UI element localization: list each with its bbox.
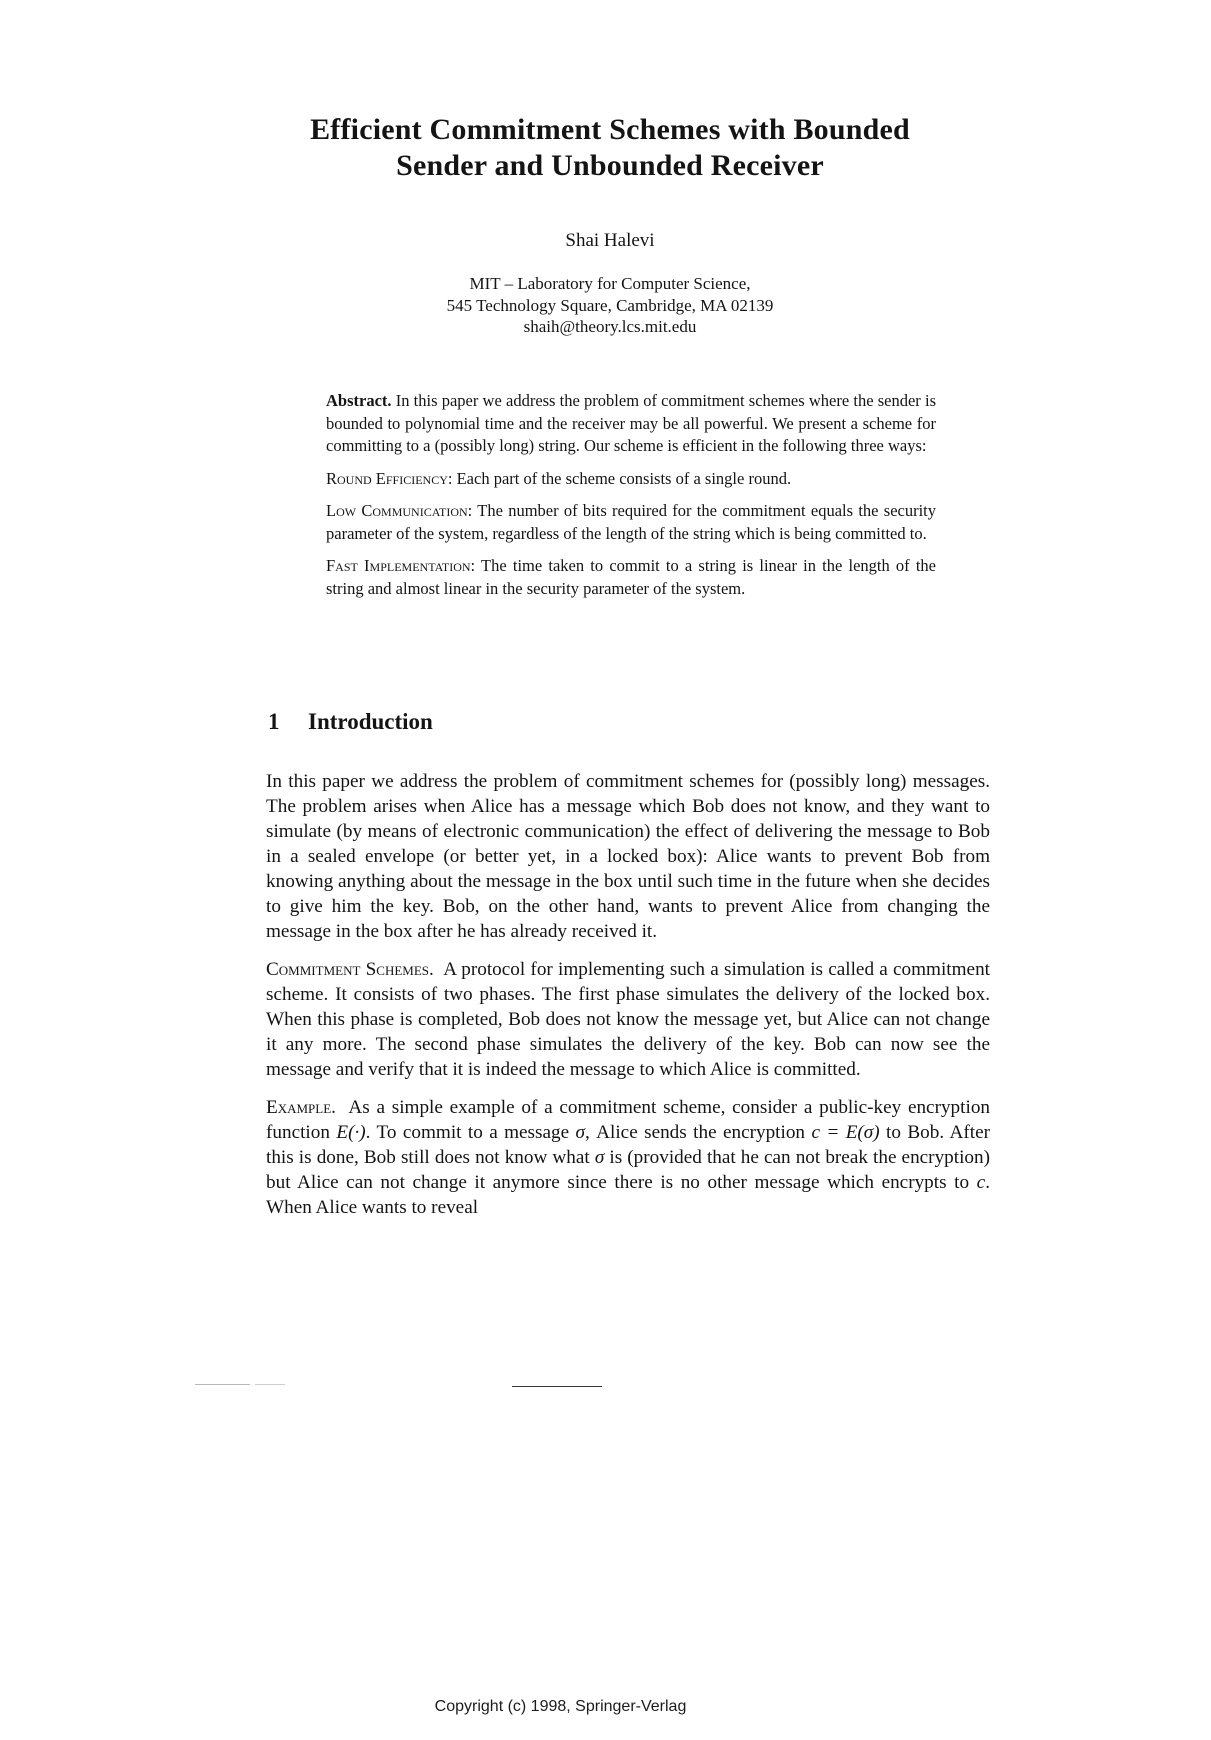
affiliation-line-2: 545 Technology Square, Cambridge, MA 02139	[446, 295, 774, 315]
abstract-intro	[326, 390, 936, 458]
author-name: Shai Halevi	[565, 230, 655, 251]
abstract	[326, 390, 936, 610]
title-line-2: Sender and Unbounded Receiver	[396, 149, 824, 182]
abstract-item-text: Each part of the scheme consists of a single round.	[456, 468, 792, 488]
paragraph-commitment-schemes	[266, 957, 990, 1082]
section-heading-introduction	[268, 708, 433, 736]
abstract-item-term: Round Efficiency:	[326, 468, 453, 488]
author-email: shaih@theory.lcs.mit.edu	[523, 317, 697, 336]
abstract-item-low-communication	[326, 500, 936, 545]
abstract-item-round-efficiency	[326, 468, 936, 491]
affiliation	[250, 273, 970, 338]
paragraph-text: A protocol for implementing such a simulation is called a commitment scheme. It consists of two phases. The first phase simulates the delivery of the locked box. When this phase is completed, Bob does not know the message yet, but Alice can not change it any more. The second phase simulates the delivery of the key. Bob can now see the message and verify that it is indeed the message to which Alice is committed.	[266, 959, 990, 1080]
abstract-item-text: The number of bits required for the commitment equals the security parameter of the system, regardless of the length of the string which is being committed to.	[326, 501, 937, 543]
paragraph-intro: In this paper we address the problem of commitment schemes for (possibly long) messages. The problem arises when Alice has a message which Bob does not know, and they want to simulate (by means of electronic communication) the effect of delivering the message to Bob in a sealed envelope (or better yet, in a locked box): Alice wants to prevent Bob from knowing anything about the message in the box until such time in the future when she decides to give him the key. Bob, on the other hand, wants to prevent Alice from changing the message in the box after he has already received it.	[266, 771, 990, 942]
affiliation-line-1: MIT – Laboratory for Computer Science,	[469, 274, 751, 293]
paragraph-lead: Example.	[266, 1097, 336, 1118]
scan-artifact-rule	[255, 1384, 285, 1385]
section-number: 1	[268, 709, 280, 734]
scan-artifact-rule	[195, 1384, 250, 1385]
section-body	[266, 769, 990, 1233]
math-ciphertext-eq: c = E(σ)	[811, 1122, 880, 1143]
paragraph-text: As a simple example of a commitment scheme, consider a public-key encryption function	[266, 1097, 991, 1143]
copyright-notice: Copyright (c) 1998, Springer-Verlag	[434, 1698, 687, 1715]
paragraph-text: . To commit to a message	[365, 1122, 576, 1143]
section-title: Introduction	[308, 709, 433, 734]
abstract-text: In this paper we address the problem of commitment schemes where the sender is bounded to polynomial time and the receiver may be all powerful. We present a scheme for committing to a (possibly long) string. Our scheme is efficient in the following three ways:	[326, 391, 937, 455]
abstract-label: Abstract.	[326, 391, 392, 410]
paragraph-lead: Commitment Schemes.	[266, 959, 434, 980]
math-sigma: σ	[575, 1122, 585, 1143]
math-encryption-function: E(·)	[336, 1122, 366, 1143]
paragraph-text: is (provided that he can not break the encryption) but Alice can not change it anymore since there is no other message which encrypts to	[266, 1147, 990, 1193]
paragraph-example	[266, 1095, 990, 1220]
paragraph-text: to Bob. After this is done, Bob still does not know what	[266, 1122, 990, 1168]
paragraph-text: . When Alice wants to reveal	[266, 1172, 990, 1218]
title-line-1: Efficient Commitment Schemes with Bounded	[310, 113, 910, 146]
math-c: c	[976, 1172, 986, 1193]
math-sigma: σ	[594, 1147, 605, 1168]
abstract-item-text: The time taken to commit to a string is linear in the length of the string and almost linear in the security parameter of the system.	[326, 556, 937, 598]
paragraph-text: , Alice sends the encryption	[584, 1122, 812, 1143]
abstract-item-fast-implementation	[326, 555, 936, 600]
paper-title	[250, 112, 970, 184]
abstract-item-term: Low Communication:	[326, 501, 473, 520]
abstract-item-term: Fast Implementation:	[326, 556, 476, 575]
footnote-rule	[512, 1386, 602, 1387]
